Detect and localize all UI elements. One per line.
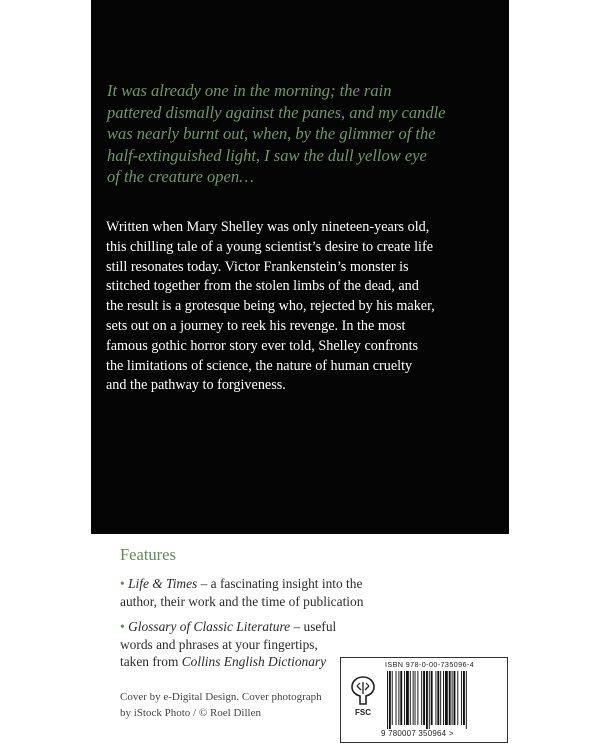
barcode-bar [431, 671, 433, 725]
barcode-bar [410, 671, 411, 725]
credit-line: Cover by e-Digital Design. Cover photograph [120, 691, 322, 703]
bullet-icon: • [120, 576, 125, 591]
barcode-bar [445, 671, 448, 725]
features-heading: Features [120, 545, 176, 564]
barcode-bar [389, 671, 391, 729]
feature-line [120, 618, 420, 636]
blurb-line: famous gothic horror story ever told, Shelley confronts [106, 337, 419, 354]
barcode-bar [437, 671, 439, 725]
barcode-bar [452, 671, 453, 725]
feature-life-and-times [120, 575, 420, 610]
barcode-bar [454, 671, 456, 725]
barcode-bar [413, 671, 414, 725]
feature-text: taken from [120, 654, 182, 670]
blurb-line: the result is a grotesque being who, rejected by his maker, [106, 298, 435, 315]
feature-name: Life & Times [128, 576, 198, 591]
blurb-line: sets out on a journey to reek his revenge. In the most [106, 317, 406, 334]
feature-line: author, their work and the time of publication [120, 593, 364, 609]
quote-line: It was already one in the morning; the rain [107, 81, 392, 100]
barcode-bar [387, 671, 388, 729]
feature-description: – a fascinating insight into the [197, 576, 363, 591]
feature-line [120, 575, 420, 593]
barcode-bar [398, 671, 399, 725]
barcode-panel [340, 657, 508, 743]
barcode-bar [429, 671, 430, 729]
credit-line: by iStock Photo / © Roel Dillen [120, 706, 261, 719]
quote-line: was nearly burnt out, when, by the glimmer of the [107, 124, 436, 144]
quote-line: of the creature open… [107, 167, 254, 187]
barcode-icon [385, 671, 503, 729]
barcode-bar [440, 671, 441, 725]
quote-line: half-extinguished light, I saw the dull yellow eye [107, 145, 427, 165]
barcode-bar [417, 671, 418, 725]
barcode-bar [461, 671, 462, 725]
barcode-bar [435, 671, 436, 725]
feature-name: Glossary of Classic Literature [128, 619, 291, 634]
barcode-bar [449, 671, 451, 725]
blurb-line: stitched together from the stolen limbs of the dead, and [106, 278, 419, 295]
blurb-line: this chilling tale of a young scientist’s desire to create life [106, 238, 434, 255]
barcode-bar [396, 671, 397, 725]
bullet-icon: • [120, 619, 125, 634]
isbn-number: ISBN 978-0-00-735096-4 [385, 660, 475, 669]
blurb-line: the limitations of science, the nature of human cruelty [106, 357, 413, 374]
feature-description: – useful [290, 619, 337, 634]
barcode-bar [423, 671, 425, 725]
barcode-bar [466, 671, 467, 729]
blurb-line: and the pathway to forgiveness. [106, 377, 286, 394]
barcode-bar [415, 671, 416, 725]
excerpt-quote [107, 80, 499, 188]
dictionary-title: Collins English Dictionary [181, 654, 327, 670]
barcode-bar [406, 671, 409, 725]
barcode-bar [404, 671, 405, 725]
barcode-bar [443, 671, 444, 725]
blurb-line: still resonates today. Victor Frankenstein’s monster is [106, 258, 409, 275]
barcode-digits: 9 780007 350964 > [381, 729, 454, 738]
fsc-tree-logo-icon [347, 674, 379, 718]
barcode-bar [392, 671, 393, 725]
barcode-bar [463, 671, 465, 725]
quote-line: pattered dismally against the panes, and my candle [107, 102, 446, 122]
barcode-bar [400, 671, 402, 725]
barcode-bar [457, 671, 458, 725]
fsc-label: FSC [355, 708, 371, 717]
book-blurb [106, 218, 500, 396]
cover-credits [120, 690, 360, 721]
feature-line: words and phrases at your fingertips, [120, 636, 318, 652]
blurb-line: Written when Mary Shelley was only nineteen-years old, [106, 219, 430, 235]
barcode-bar [421, 671, 422, 725]
barcode-bar [426, 671, 428, 729]
